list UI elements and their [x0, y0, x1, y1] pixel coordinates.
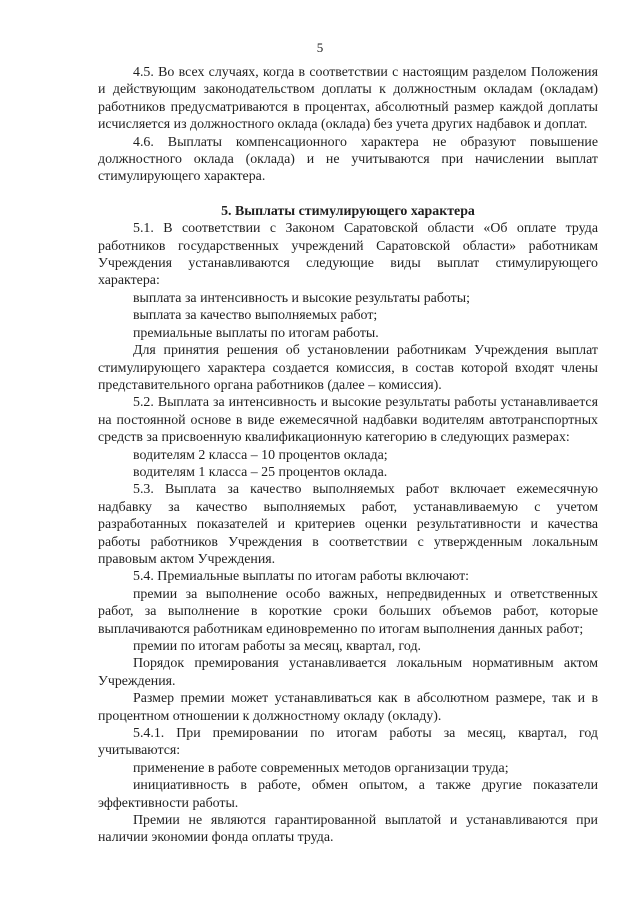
paragraph-not-guaranteed: Премии не являются гарантированной выплатой и устанавливаются при наличии экономии фонда оплаты труда. [98, 813, 598, 846]
paragraph-5-2: 5.2. Выплата за интенсивность и высокие результаты работы устанавливается на постоянной основе в виде ежемесячной надбавки водителям автотранспортных средств за присвоенную квалификационную категорию в следующих размерах: [98, 395, 598, 446]
paragraph-modern-methods: применение в работе современных методов организации труда; [133, 760, 509, 776]
paragraph-bonus-period: премии по итогам работы за месяц, квартал, год. [133, 639, 421, 654]
paragraph-initiative: инициативность в работе, обмен опытом, а также другие показатели эффективности работы. [98, 778, 598, 811]
list-item: выплата за интенсивность и высокие результаты работы; [133, 290, 470, 306]
list-item: водителям 2 класса – 10 процентов оклада; [133, 447, 388, 463]
list-item: премиальные выплаты по итогам работы. [133, 325, 379, 341]
page-content [98, 64, 598, 847]
paragraph-commission: Для принятия решения об установлении работникам Учреждения выплат стимулирующего характера создается комиссия, в состав которой входят члены представительного органа работников (далее – комиссия). [98, 343, 598, 393]
paragraph-5-4: 5.4. Премиальные выплаты по итогам работы включают: [133, 569, 469, 585]
list-item: водителям 1 класса – 25 процентов оклада. [133, 464, 388, 480]
paragraph-bonus-order: Порядок премирования устанавливается локальным нормативным актом Учреждения. [98, 656, 598, 689]
paragraph-4-5: 4.5. Во всех случаях, когда в соответствии с настоящим разделом Положения и действующим законодательством доплаты к должностным окладам (окладам) работников предусматриваются в процентах, абсолютный размер каждой доплаты исчисляется из должностного оклада (оклада) без учета других надбавок и доплат. [98, 65, 598, 133]
section-5-heading: 5. Выплаты стимулирующего характера [221, 203, 475, 219]
paragraph-5-1: 5.1. В соответствии с Законом Саратовской области «Об оплате труда работников государственных учреждений Саратовской области» работникам Учреждения устанавливаются следующие виды выплат стимулирующего характера: [98, 221, 598, 289]
list-item: выплата за качество выполняемых работ; [133, 308, 378, 324]
paragraph-5-3: 5.3. Выплата за качество выполняемых работ включает ежемесячную надбавку за качество выполняемых работ, устанавливаемую с учетом разработанных показателей и критериев оценки результативности и качества работы работников Учреждения в соответствии с утвержденным локальным правовым актом Учреждения. [98, 482, 598, 567]
paragraph-4-6: 4.6. Выплаты компенсационного характера не образуют повышение должностного оклада (оклада) и не учитываются при начислении выплат стимулирующего характера. [98, 134, 598, 185]
paragraph-5-4-1: 5.4.1. При премировании по итогам работы за месяц, квартал, год учитываются: [98, 726, 598, 759]
paragraph-bonus-special: премии за выполнение особо важных, непредвиденных и ответственных работ, за выполнение в короткие сроки больших объемов работ, которые выплачиваются работникам единовременно по итогам выполнения данных работ; [98, 586, 598, 637]
paragraph-bonus-size: Размер премии может устанавливаться как в абсолютном размере, так и в процентном отношении к должностному окладу (окладу). [98, 691, 598, 724]
page-number: 5 [316, 40, 324, 55]
